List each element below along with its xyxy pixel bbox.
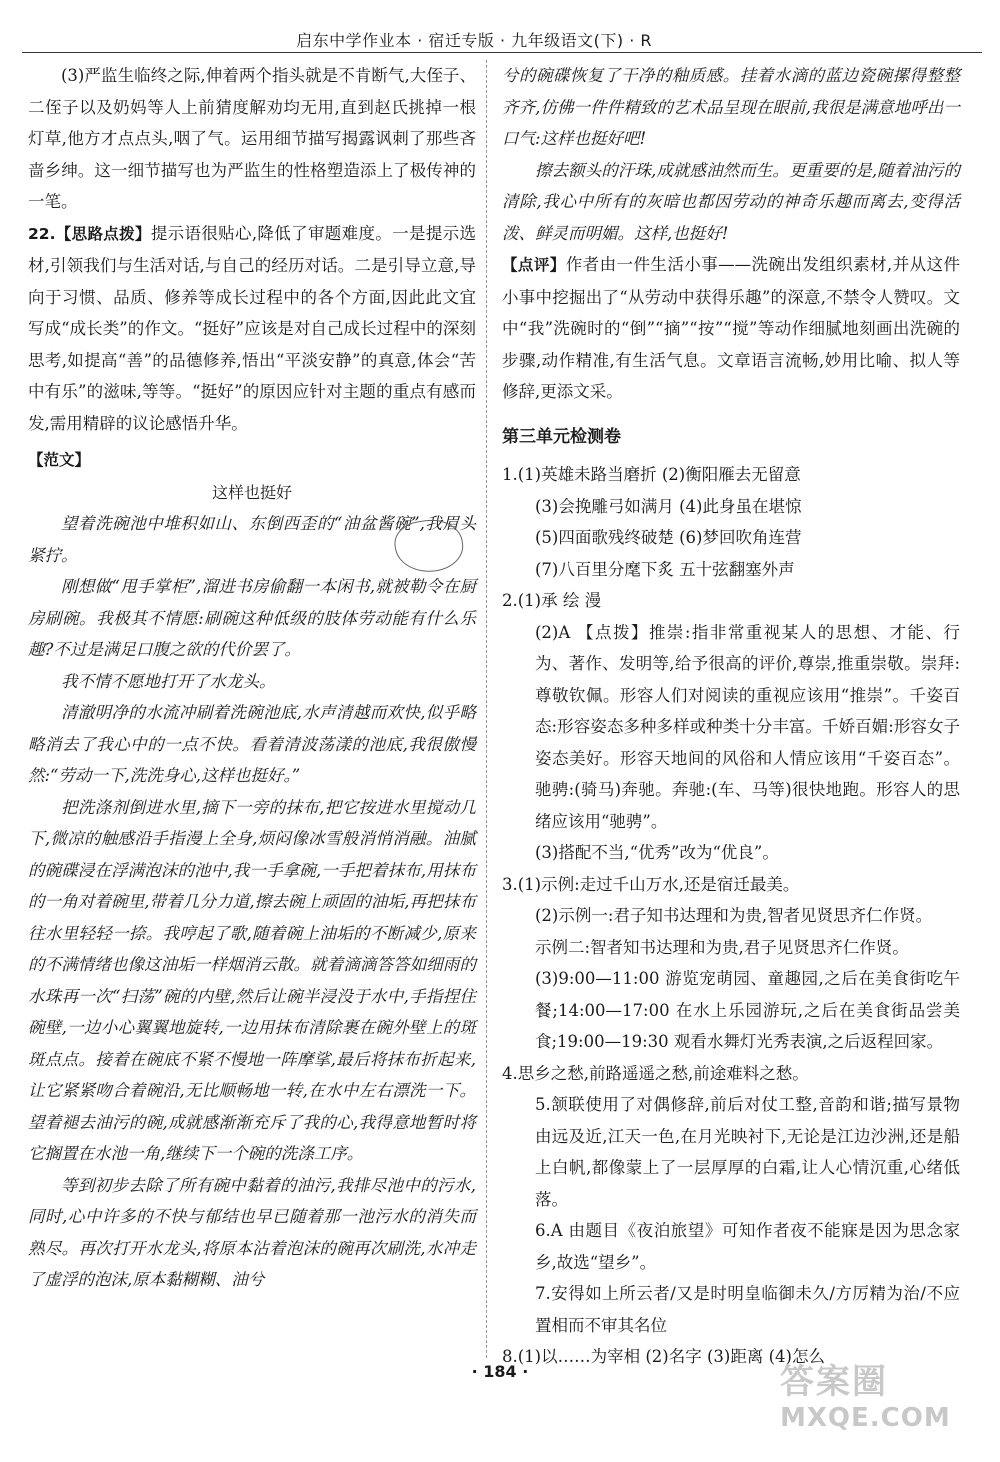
answer-line: 2.(1)承 绘 漫 — [502, 591, 602, 610]
answer-line: 4.思乡之愁,前路遥遥之愁,前途难料之愁。 — [502, 1063, 809, 1083]
essay-paragraph: 擦去额头的汗珠,成就感油然而生。更重要的是,随着油污的清除,我心中所有的灰暗也都因劳动的神奇乐趣而离去,变得活泼、鲜灵而明媚。这样,也挺好! — [502, 160, 960, 243]
hint-text: 提示语很贴心,降低了审题难度。一是提示选材,引领我们与生活对话,与自己的经历对话。二是引导立意,导向于习惯、品质、修养等成长过程中的各个方面,因此此文宜写成“成长类”的作文。“挺好”应该是对自己成长过程中的深刻思考,如提高“善”的品德修养,悟出“平淡安静”的真意,体会“苦中有乐”的滋味,等等。“挺好”的原因应针对主题的重点有感而发,需用精辟的议论感悟升华。 — [28, 223, 476, 433]
answer-line: 1.(1)英雄未路当磨折 (2)衡阳雁去无留意 — [502, 465, 801, 484]
essay-title: 这样也挺好 — [211, 482, 292, 502]
page-header — [22, 26, 982, 53]
essay-paragraph: 兮的碗碟恢复了干净的釉质感。挂着水滴的蓝边瓷碗摞得整整齐齐,仿佛一件件精致的艺术品呈现在眼前,我很是满意地呼出一口气:这样也挺好吧! — [502, 66, 960, 148]
column-divider — [486, 60, 487, 1358]
answer-line: 5.颔联使用了对偶修辞,前后对仗工整,音韵和谐;描写景物由远及近,江天一色,在月光映衬下,无论是江边沙洲,还是船上白帆,都像蒙上了一层厚厚的白霜,让人心情沉重,心绪低落。 — [535, 1095, 960, 1209]
answer-line: 6.A 由题目《夜泊旅望》可知作者夜不能寐是因为思念家乡,故选“望乡”。 — [535, 1221, 960, 1272]
answer-line: 示例二:智者知书达理和为贵,君子见贤思齐仁作贤。 — [535, 937, 909, 957]
answer-line: (3)会挽雕弓如满月 (4)此身虽在堪惊 — [535, 496, 802, 516]
answer-paragraph: (3)严监生临终之际,伸着两个指头就是不肯断气,大侄子、二侄子以及奶妈等人上前猜度解劝均无用,直到赵氏挑掉一根灯草,他方才点点头,咽了气。运用细节描写揭露讽刺了那些吝啬乡绅。这一细节描写也为严监生的性格塑造添上了极传神的一笔。 — [28, 66, 476, 211]
answer-line: (2)示例一:君子知书达理和为贵,智者见贤思齐仁作贤。 — [535, 906, 933, 925]
essay-paragraph: 望着洗碗池中堆积如山、东倒西歪的“油盆酱碗”,我眉头紧拧。 — [28, 514, 476, 565]
answer-line: (7)八百里分麾下炙 五十弦翻塞外声 — [535, 559, 795, 579]
comment-text: 作者由一件生活小事——洗碗出发组织素材,并从这件小事中挖掘出了“从劳动中获得乐趣”的深意,不禁令人赞叹。文中“我”洗碗时的“倒”“摘”“按”“搅”等动作细腻地刻画出洗碗的步骤,动作精准,有生活气息。文章语言流畅,妙用比喻、拟人等修辞,更添文采。 — [502, 255, 960, 401]
answer-line: (3)搭配不当,“优秀”改为“优良”。 — [535, 843, 779, 862]
answer-line: 3.(1)示例:走过千山万水,还是宿迁最美。 — [502, 874, 800, 894]
essay-paragraph: 把洗涤剂倒进水里,摘下一旁的抹布,把它按进水里搅动几下,微凉的触感沿手指漫上全身,烦闷像冰雪般消悄消融。油腻的碗碟浸在浮满泡沫的池中,我一手拿碗,一手把着抹布,用抹布的一角对着碗里,带着几分力道,擦去碗上顽固的油垢,再把抹布往水里轻轻一捺。我哼起了歌,随着碗上油垢的不断减少,原来的不满情绪也像这油垢一样烟消云散。就着滴滴答答如细雨的水珠再一次“扫荡”碗的内壁,然后让碗半浸没于水中,手指捏住碗壁,一边小心翼翼地旋转,一边用抹布清除裹在碗外壁上的斑斑点点。接着在碗底不紧不慢地一阵摩挲,最后将抹布折起来,让它紧紧吻合着碗沿,无比顺畅地一转,在水中左右漂洗一下。望着褪去油污的碗,成就感渐渐充斥了我的心,我得意地暂时将它搁置在水池一角,继续下一个碗的洗涤工序。 — [28, 797, 476, 1163]
comment-label: 【点评】 — [502, 256, 566, 274]
hint-label: 22.【思路点拨】 — [28, 224, 151, 243]
essay-paragraph: 我不情不愿地打开了水龙头。 — [61, 671, 276, 691]
essay-paragraph: 清澈明净的水流冲刷着洗碗池底,水声清越而欢快,似乎略略消去了我心中的一点不快。看着清波荡漾的池底,我很傲慢然:“劳动一下,洗洗身心,这样也挺好。” — [28, 703, 476, 785]
page-number: · 184 · — [471, 1362, 529, 1381]
answer-line: (2)A 【点拨】推崇:指非常重视某人的思想、才能、行为、著作、发明等,给予很高的评价,尊崇,推重崇敬。崇拜:尊敬钦佩。形容人们对阅读的重视应该用“推崇”。千姿百态:形容姿态多种多样或种类十分丰富。千娇百媚:形容女子姿态美好。形容天地间的风俗和人情应该用“千姿百态”。驰骋:(骑马)奔驰。奔驰:(车、马等)很快地跑。形容人的思绪应该用“驰骋”。 — [535, 622, 960, 831]
model-essay-label: 【范文】 — [28, 451, 91, 469]
comment-paragraph — [502, 249, 960, 408]
answer-line: (3)9:00—11:00 游览宠萌园、童趣园,之后在美食街吃午餐;14:00—17:00 在水上乐园游玩,之后在美食街品尝美食;19:00—19:30 观看水舞灯光秀表演,之后返程回家。 — [535, 969, 960, 1051]
answer-22 — [28, 218, 476, 440]
essay-paragraph: 刚想做“甩手掌柜”,溜进书房偷翻一本闲书,就被勒令在厨房刷碗。我极其不情愿:刷碗这种低级的肢体劳动能有什么乐趣?不过是满足口腹之欲的代价罢了。 — [28, 577, 476, 659]
watermark-logo — [780, 1354, 970, 1454]
answer-line: (5)四面歌残终破楚 (6)梦回吹角连营 — [535, 528, 802, 547]
header-title: 启东中学作业本 · 宿迁专版 · 九年级语文(下) · R — [296, 31, 652, 50]
right-column — [502, 60, 960, 1373]
section-title: 第三单元检测卷 — [502, 426, 621, 447]
watermark-text: 答案圈 — [780, 1362, 888, 1402]
watermark-url: MXQE.COM — [780, 1403, 951, 1433]
left-column — [28, 60, 476, 1296]
answer-line: 7.安得如上所云者/又是时明皇临御未久/方厉精为治/不应置相而不审其名位 — [535, 1284, 960, 1335]
answer-line: 8.(1)以……为宰相 (2)名字 (3)距离 (4)怎么 — [502, 1347, 825, 1366]
essay-paragraph: 等到初步去除了所有碗中黏着的油污,我排尽池中的污水,同时,心中许多的不快与郁结也早已随着那一池污水的消失而熟尽。再次打开水龙头,将原本沾着泡沫的碗再次刷洗,水冲走了虚浮的泡沫,原本黏糊糊、油兮 — [28, 1175, 476, 1289]
